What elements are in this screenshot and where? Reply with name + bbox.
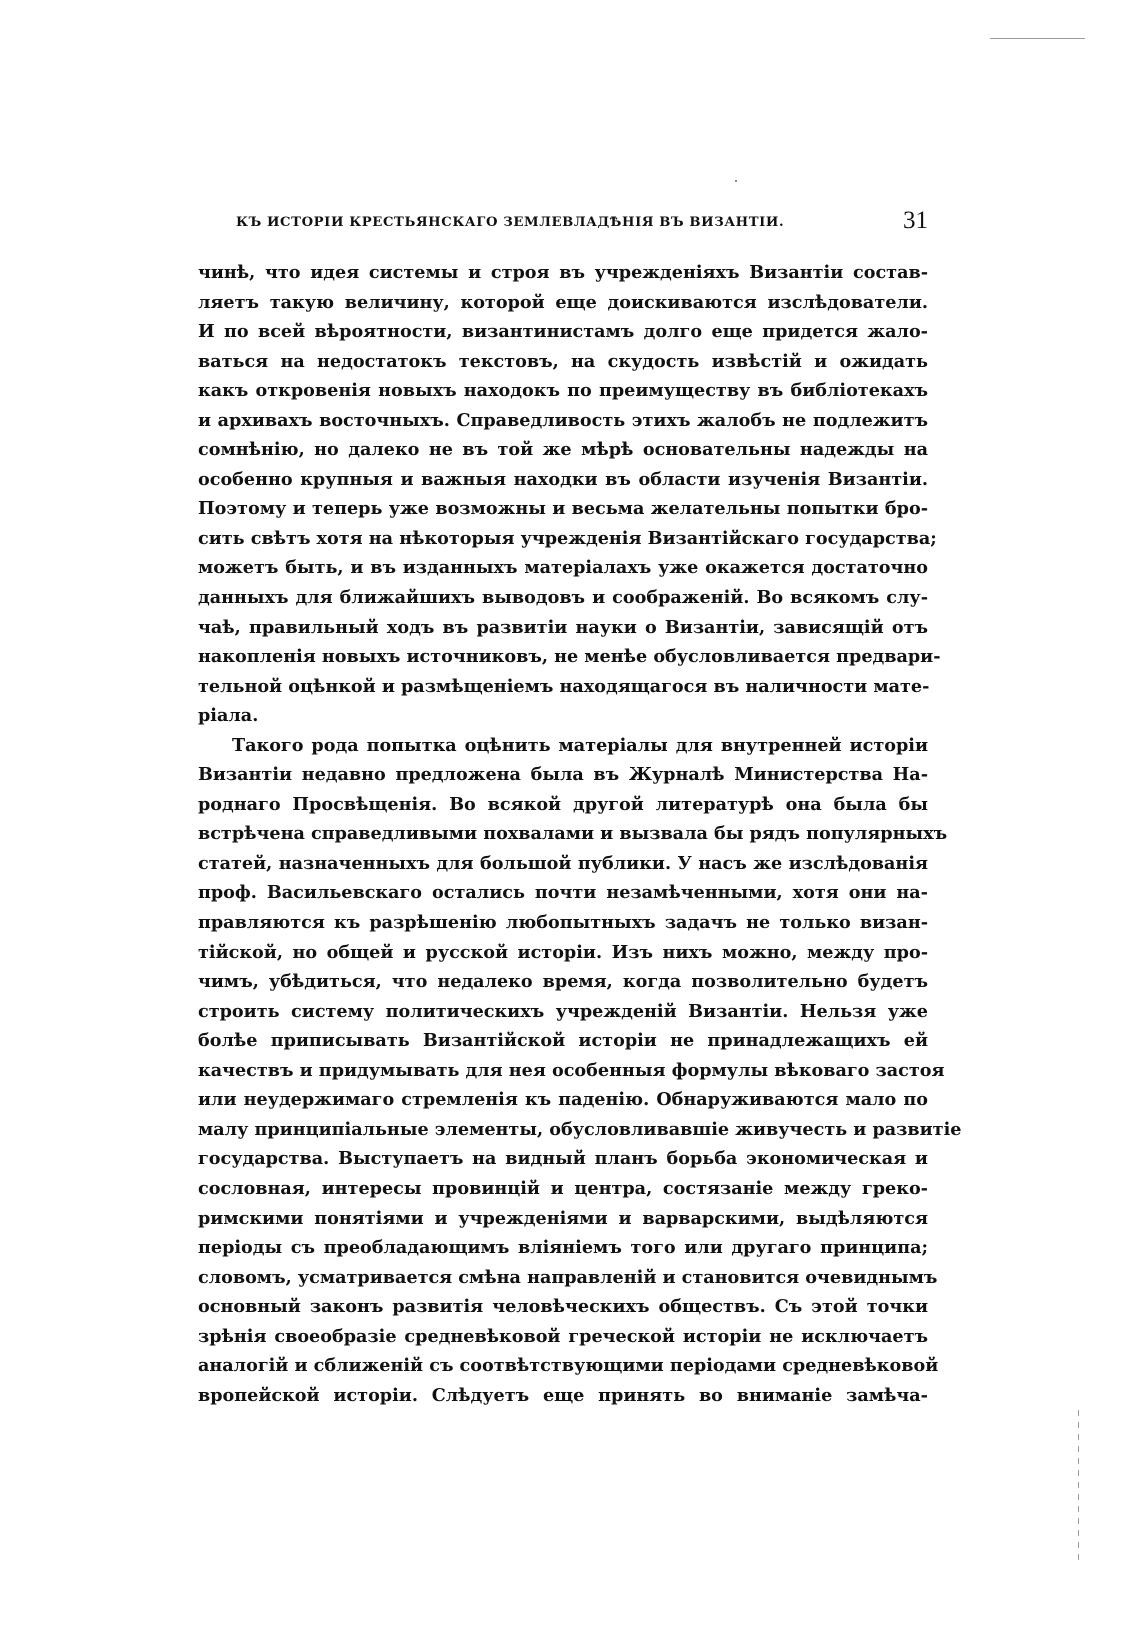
text-line: основный законъ развитія человѣческихъ обществъ. Съ этой точки bbox=[198, 1296, 928, 1318]
text-line: періоды съ преобладающимъ вліяніемъ того или другаго принципа; bbox=[198, 1237, 928, 1259]
text-line: Такого рода попытка оцѣнить матеріалы для внутренней исторіи bbox=[232, 734, 928, 756]
text-line: правляются къ разрѣшенію любопытныхъ задачъ не только визан- bbox=[198, 912, 928, 934]
text-line: накопленія новыхъ источниковъ, не менѣе обусловливается предвари- bbox=[198, 646, 941, 668]
text-line: чимъ, убѣдиться, что недалеко время, когда позволительно будетъ bbox=[198, 971, 928, 993]
text-line: данныхъ для ближайшихъ выводовъ и соображеній. Во всякомъ слу- bbox=[198, 587, 928, 609]
text-line: сословная, интересы провинцій и центра, состязаніе между греко- bbox=[198, 1177, 928, 1199]
text-line: И по всей вѣроятности, византинистамъ долго еще придется жало- bbox=[198, 321, 928, 343]
text-line: чаѣ, правильный ходъ въ развитіи науки о Византіи, зависящій отъ bbox=[198, 616, 928, 638]
text-line: вропейской исторіи. Слѣдуетъ еще принять во вниманіе замѣча- bbox=[198, 1384, 928, 1406]
text-line: ляетъ такую величину, которой еще доискиваются изслѣдователи. bbox=[198, 291, 928, 313]
text-body bbox=[198, 258, 962, 1410]
text-line: словомъ, усматривается смѣна направленій и становится очевиднымъ bbox=[198, 1266, 938, 1288]
text-line: ваться на недостатокъ текстовъ, на скудость извѣстій и ожидать bbox=[198, 350, 928, 372]
text-line: качествъ и придумывать для нея особенныя формулы вѣковаго застоя bbox=[198, 1059, 945, 1081]
text-line: роднаго Просвѣщенія. Во всякой другой литературѣ она была бы bbox=[198, 793, 928, 815]
paragraph-1 bbox=[198, 258, 941, 731]
text-line: Византіи недавно предложена была въ Журналѣ Министерства На- bbox=[198, 764, 928, 786]
text-line: статей, назначенныхъ для большой публики. У насъ же изслѣдованія bbox=[198, 852, 928, 874]
text-line: зрѣнія своеобразіе средневѣковой греческой исторіи не исключаетъ bbox=[198, 1325, 928, 1347]
text-line: римскими понятіями и учрежденіями и варварскими, выдѣляются bbox=[198, 1207, 928, 1229]
text-line: проф. Васильевскаго остались почти незамѣченными, хотя они на- bbox=[198, 882, 928, 904]
text-line: можетъ быть, и въ изданныхъ матеріалахъ уже окажется достаточно bbox=[198, 557, 928, 579]
text-line: болѣе приписывать Византійской исторіи не принадлежащихъ ей bbox=[198, 1030, 928, 1052]
text-line: и архивахъ восточныхъ. Справедливость этихъ жалобъ не подлежитъ bbox=[198, 409, 928, 431]
text-line: государства. Выступаетъ на видный планъ борьба экономическая и bbox=[198, 1148, 928, 1170]
scan-border-line bbox=[990, 38, 1085, 39]
running-head bbox=[236, 207, 928, 241]
text-line: аналогій и сближеній съ соотвѣтствующими періодами средневѣковой bbox=[198, 1355, 939, 1377]
running-head-title: КЪ ИСТОРІИ КРЕСТЬЯНСКАГО ЗЕМЛЕВЛАДѢНІЯ ВЪ ВИЗАНТІИ. bbox=[236, 215, 785, 230]
page-number: 31 bbox=[903, 207, 928, 234]
text-line: или неудержимаго стремленія къ паденію. Обнаруживаются мало по bbox=[198, 1089, 928, 1111]
text-line: малу принципіальные элементы, обусловливавшіе живучесть и развитіе bbox=[198, 1118, 962, 1140]
text-line: сить свѣтъ хотя на нѣкоторыя учрежденія Византійскаго государства; bbox=[198, 527, 937, 549]
text-line: строить систему политическихъ учрежденій Византіи. Нельзя уже bbox=[198, 1000, 928, 1022]
text-line: Поэтому и теперь уже возможны и весьма желательны попытки бро- bbox=[198, 498, 928, 520]
text-line: тельной оцѣнкой и размѣщеніемъ находящагося въ наличности мате- bbox=[198, 675, 930, 697]
text-line: ріала. bbox=[198, 705, 259, 727]
text-line: особенно крупныя и важныя находки въ области изученія Византіи. bbox=[198, 468, 928, 490]
scan-speck bbox=[735, 180, 737, 182]
paragraph-2 bbox=[198, 731, 962, 1411]
text-line: какъ откровенія новыхъ находокъ по преимуществу въ библіотекахъ bbox=[198, 380, 928, 402]
scan-edge-mark bbox=[1078, 1410, 1079, 1560]
text-line: сомнѣнію, но далеко не въ той же мѣрѣ основательны надежды на bbox=[198, 439, 928, 461]
text-line: встрѣчена справедливыми похвалами и вызвала бы рядъ популярныхъ bbox=[198, 823, 948, 845]
text-line: чинѣ, что идея системы и строя въ учрежденіяхъ Византіи состав- bbox=[198, 262, 928, 283]
text-line: тійской, но общей и русской исторіи. Изъ нихъ можно, между про- bbox=[198, 941, 928, 963]
